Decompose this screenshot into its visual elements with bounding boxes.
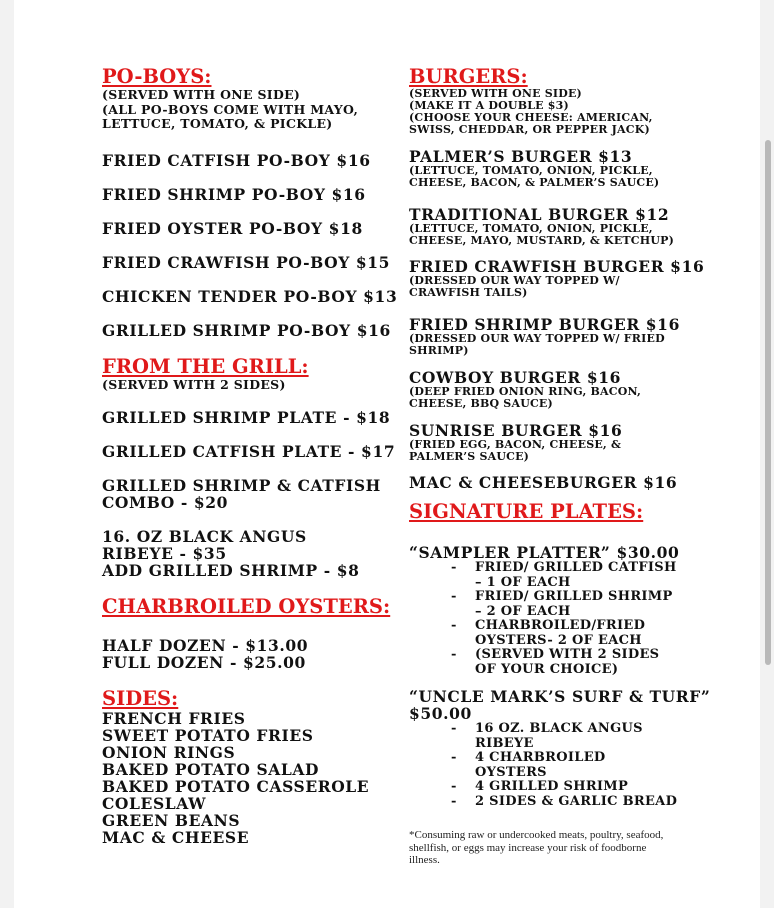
list-item: - 2 SIDES & GARLIC BREAD [451,793,678,809]
grill-note: (SERVED WITH 2 SIDES) [102,376,286,392]
burger-desc: (FRIED EGG, BACON, CHEESE, & PALMER’S SAUCE) [409,438,622,463]
oysters-heading: CHARBROILED OYSTERS: [102,595,391,618]
menu-item: GRILLED SHRIMP & CATFISH COMBO - $20 [102,476,381,512]
menu-item: FRIED OYSTER PO-BOY $18 [102,218,363,238]
disclaimer: *Consuming raw or undercooked meats, poultry, seafood, shellfish, or eggs may increase your risk of foodborne illness. [409,829,664,867]
side-item: ONION RINGS [102,743,236,762]
menu-item: 16. OZ BLACK ANGUS RIBEYE - $35 [102,527,307,563]
burgers-note: (SERVED WITH ONE SIDE) [409,87,582,100]
burger-name: FRIED SHRIMP BURGER $16 [409,315,680,334]
burger-desc: (DRESSED OUR WAY TOPPED W/ FRIED SHRIMP) [409,332,665,357]
grill-section [102,354,396,580]
menu-item: ADD GRILLED SHRIMP - $8 [102,561,360,580]
burger-desc: (LETTUCE, TOMATO, ONION, PICKLE, CHEESE, BACON, & PALMER’S SAUCE) [409,164,660,189]
burger-desc: (DEEP FRIED ONION RING, BACON, CHEESE, BBQ SAUCE) [409,385,642,410]
burger-name: FRIED CRAWFISH BURGER $16 [409,257,705,276]
left-column [102,65,398,847]
list-item: - CHARBROILED/FRIED OYSTERS- 2 OF EACH [451,618,646,648]
burgers-section [409,65,705,492]
side-item: MAC & CHEESE [102,828,250,847]
burger-name: MAC & CHEESEBURGER $16 [409,473,678,492]
signature-heading: SIGNATURE PLATES: [409,500,644,523]
burgers-note: (MAKE IT A DOUBLE $3) [409,99,569,112]
poboys-section [102,65,398,340]
list-item: - FRIED/ GRILLED SHRIMP – 2 OF EACH [451,589,673,619]
surf-title: “UNCLE MARK’S SURF & TURF” [409,687,711,706]
list-item-text: 16 OZ. BLACK ANGUS RIBEYE [475,721,643,751]
list-item-text: CHARBROILED/FRIED OYSTERS- 2 OF EACH [475,618,646,648]
list-item-text: FRIED/ GRILLED SHRIMP – 2 OF EACH [475,589,673,619]
sides-section [102,688,382,846]
burger-name: SUNRISE BURGER $16 [409,421,623,440]
scrollbar[interactable] [765,140,771,665]
menu-item: CHICKEN TENDER PO-BOY $13 [102,286,398,306]
menu-item: FRIED CATFISH PO-BOY $16 [102,150,371,170]
menu-item: FRIED SHRIMP PO-BOY $16 [102,184,366,204]
burgers-heading: BURGERS: [409,65,528,88]
burgers-note: (CHOOSE YOUR CHEESE: AMERICAN, SWISS, CHEDDAR, OR PEPPER JACK) [409,111,653,136]
poboys-heading: PO-BOYS: [102,65,212,88]
menu-item: GRILLED SHRIMP PO-BOY $16 [102,320,391,340]
sampler-list [409,561,679,677]
list-item-text: (SERVED WITH 2 SIDES OF YOUR CHOICE) [475,647,660,677]
list-item: - (SERVED WITH 2 SIDES OF YOUR CHOICE) [451,647,660,677]
side-item: GREEN BEANS [102,811,241,830]
list-item: - FRIED/ GRILLED CATFISH – 1 OF EACH [451,560,677,590]
list-item: - 4 CHARBROILED OYSTERS [451,750,606,780]
list-item: - 4 GRILLED SHRIMP [451,779,629,794]
side-item: COLESLAW [102,794,207,813]
burger-name: TRADITIONAL BURGER $12 [409,205,670,224]
burger-desc: (DRESSED OUR WAY TOPPED W/ CRAWFISH TAILS) [409,274,620,299]
grill-heading: FROM THE GRILL: [102,354,309,378]
poboys-note: (SERVED WITH ONE SIDE) [102,87,301,102]
oysters-section [102,595,391,672]
side-item: SWEET POTATO FRIES [102,726,314,745]
side-item: BAKED POTATO SALAD [102,760,320,779]
list-item-text: 2 SIDES & GARLIC BREAD [475,793,678,809]
list-item-text: FRIED/ GRILLED CATFISH – 1 OF EACH [475,560,677,590]
signature-section [409,500,711,867]
poboys-note: (ALL PO-BOYS COME WITH MAYO, [102,101,359,117]
burger-name: PALMER’S BURGER $13 [409,147,633,166]
menu-item: GRILLED SHRIMP PLATE - $18 [102,408,391,427]
menu-item: FULL DOZEN - $25.00 [102,653,306,672]
surf-list [409,722,679,809]
list-item-text: 4 GRILLED SHRIMP [475,779,629,794]
burger-desc: (LETTUCE, TOMATO, ONION, PICKLE, CHEESE, MAYO, MUSTARD, & KETCHUP) [409,222,675,247]
side-item: BAKED POTATO CASSEROLE [102,777,370,796]
menu-item: HALF DOZEN - $13.00 [102,636,309,655]
side-item: FRENCH FRIES [102,709,246,728]
list-item-text: 4 CHARBROILED OYSTERS [475,750,606,780]
menu-item: FRIED CRAWFISH PO-BOY $15 [102,252,391,272]
poboys-note: LETTUCE, TOMATO, & PICKLE) [102,116,333,131]
burger-name: COWBOY BURGER $16 [409,368,621,387]
surf-price: $50.00 [409,704,472,723]
sides-heading: SIDES: [102,687,179,710]
right-column [409,65,711,867]
sampler-title: “SAMPLER PLATTER” $30.00 [409,543,680,562]
menu-item: GRILLED CATFISH PLATE - $17 [102,442,396,461]
list-item: - 16 OZ. BLACK ANGUS RIBEYE [451,721,643,751]
